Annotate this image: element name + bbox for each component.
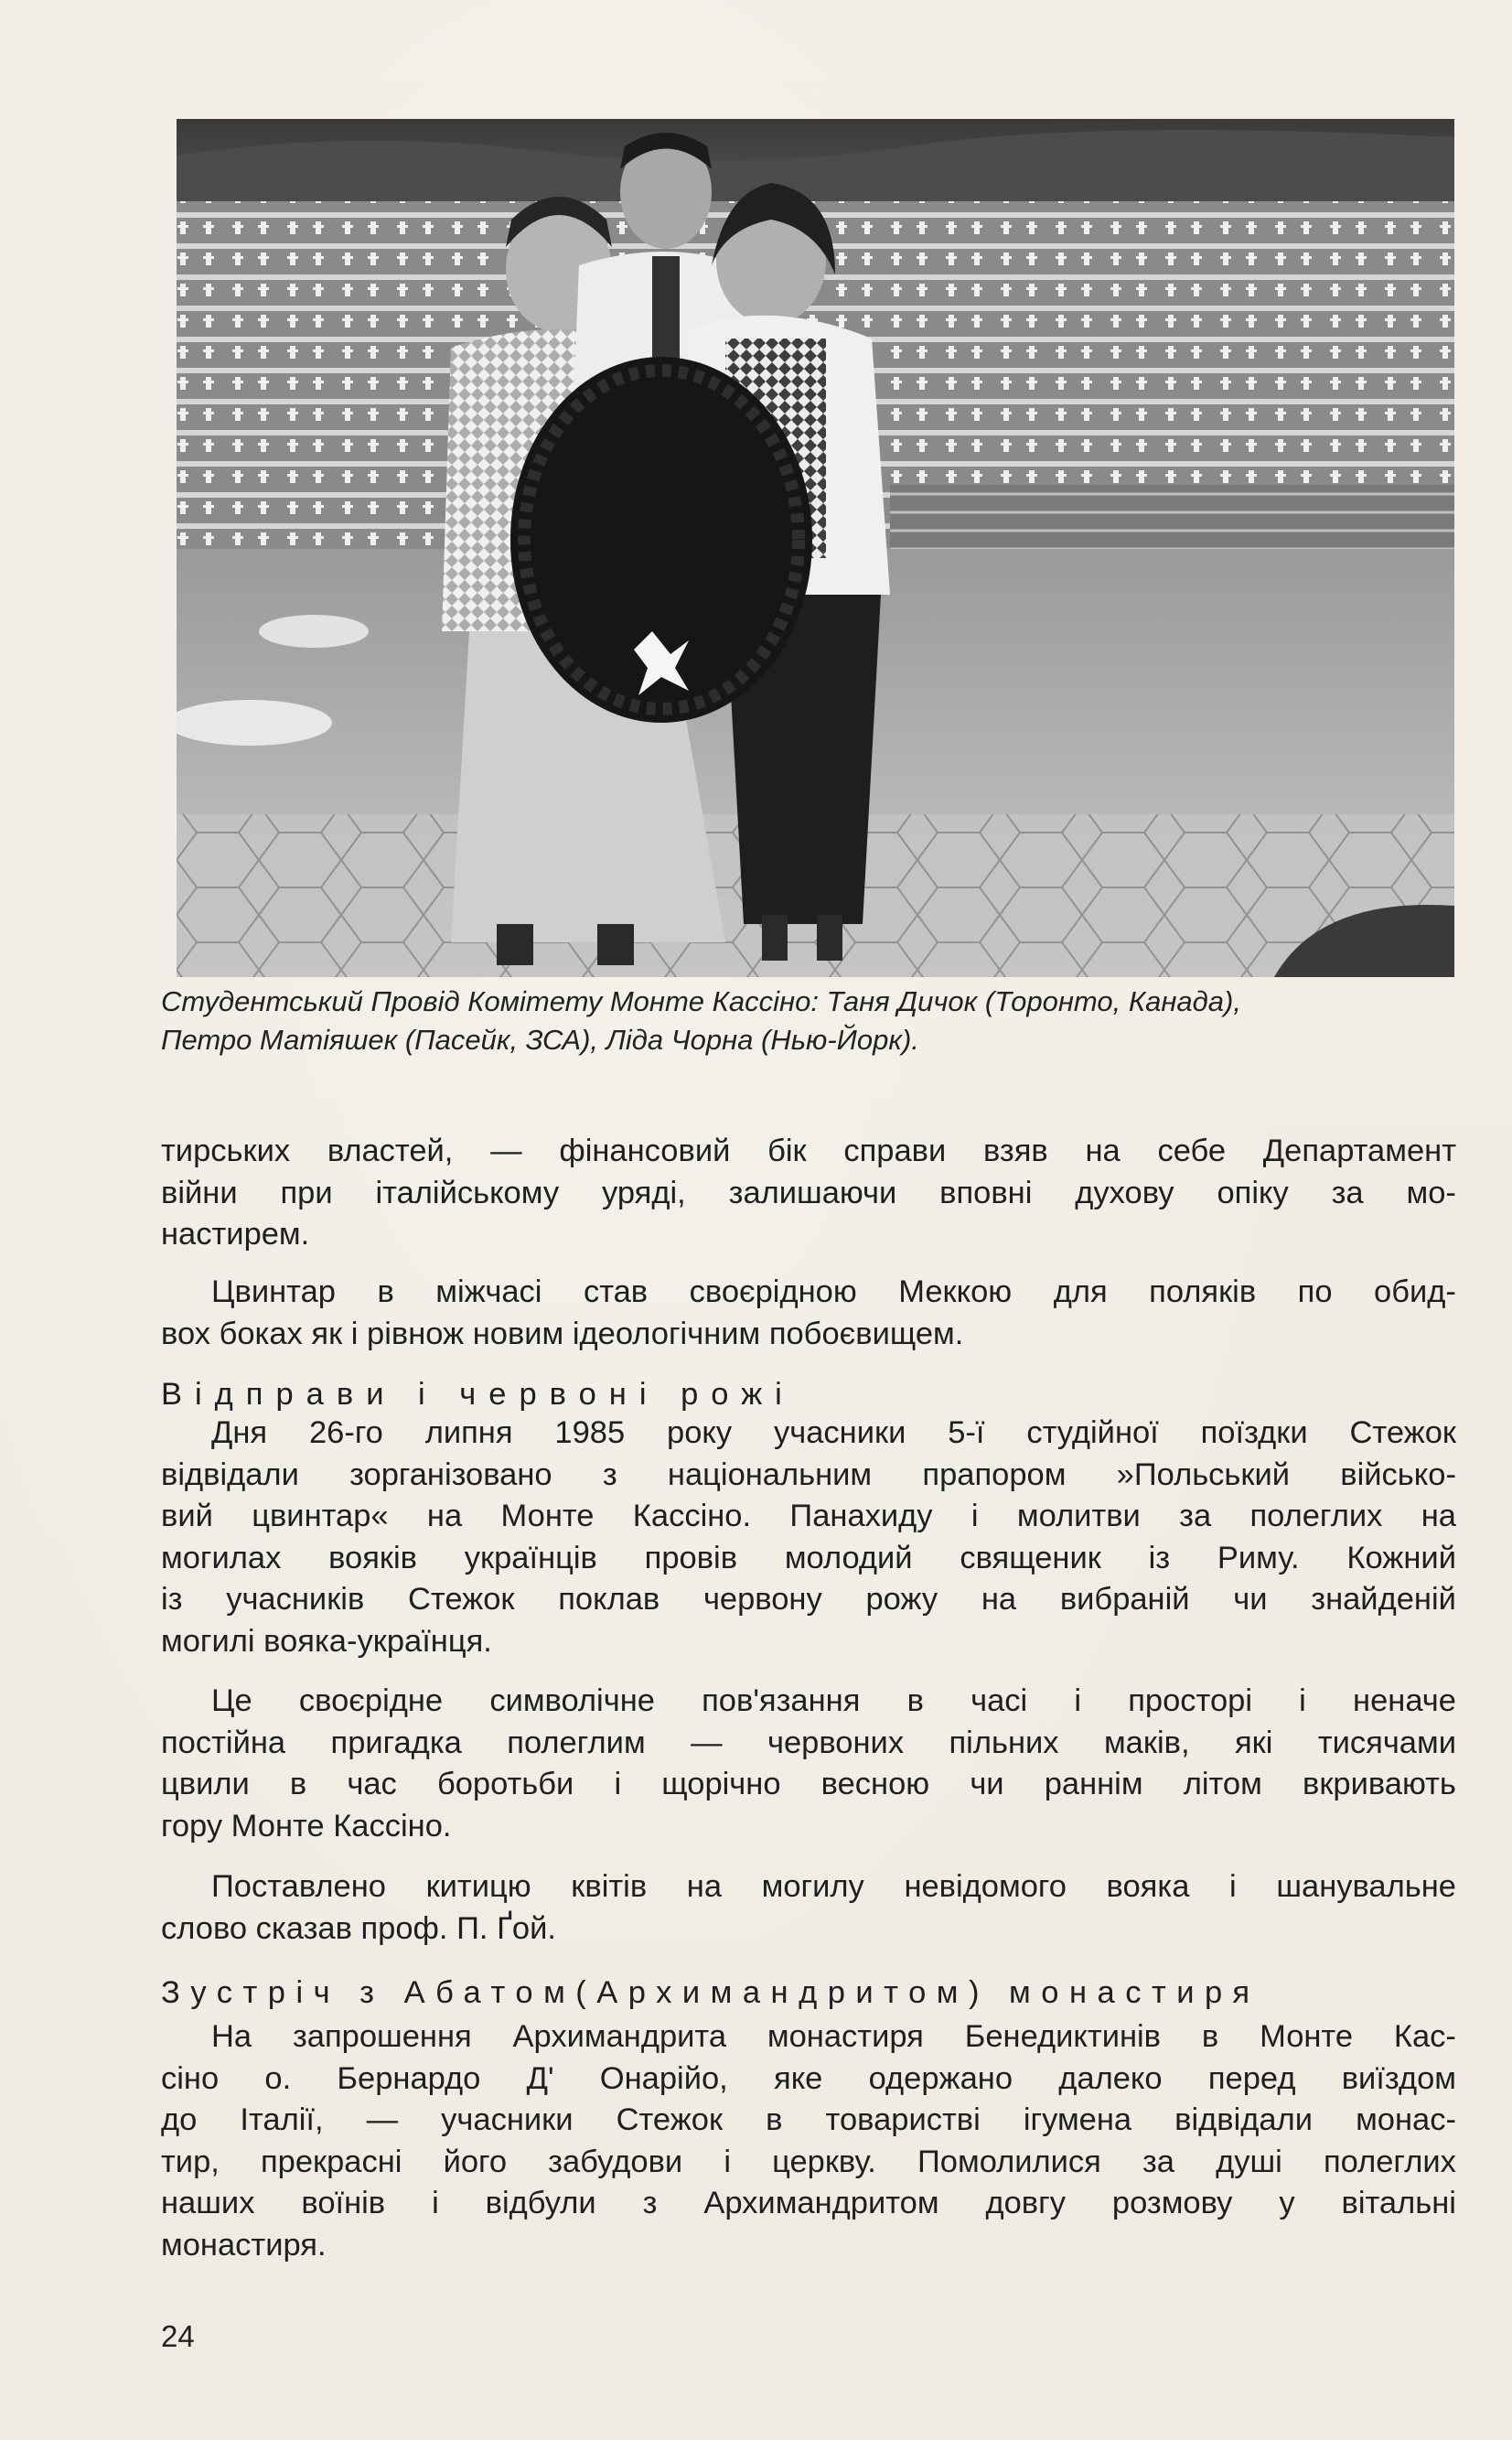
text-line: На запрошення Архимандрита монастиря Бенедиктинів в Монте Кас- (211, 2019, 1456, 2054)
paragraph-5 (161, 1866, 1456, 1950)
text-line: війни при італійському уряді, залишаючи вповні духову опіку за мо- (161, 1175, 1456, 1210)
wreath (510, 357, 812, 723)
memorial-photo (177, 119, 1454, 977)
paragraph-3 (161, 1413, 1456, 1662)
text-line: Це своєрідне символічне пов'язання в часі і просторі і неначе (211, 1683, 1456, 1718)
text-line: тирських властей, — фінансовий бік справи взяв на себе Департамент (161, 1134, 1456, 1168)
caption-line: Студентський Провід Комітету Монте Кассіно: Таня Дичок (Торонто, Канада), (161, 985, 1241, 1017)
page-number: 24 (161, 2319, 195, 2353)
section-heading-2: Зустріч з Абатом(Архимандритом) монастиря (161, 1975, 1260, 2010)
text-line: тир, прекрасні його забудови і церкву. Помолилися за душі полеглих (161, 2144, 1456, 2179)
text-line: Поставлено китицю квітів на могилу невідомого вояка і шанувальне (211, 1869, 1456, 1904)
section-heading-1: Відправи і червоні рожі (161, 1377, 795, 1412)
text-line: Цвинтар в міжчасі став своєрідною Меккою для поляків по обид- (211, 1274, 1456, 1309)
text-line: цвили в час боротьби і щорічно весною чи раннім літом вкривають (161, 1767, 1456, 1801)
text-line: гору Монте Кассіно. (161, 1808, 452, 1843)
caption-line: Петро Матіяшек (Пасейк, ЗСА), Ліда Чорна (Нью-Йорк). (161, 1024, 919, 1056)
text-line: могилах вояків українців провів молодий священик із Риму. Кожний (161, 1540, 1456, 1575)
text-line: Дня 26-го липня 1985 року учасники 5-ї студійної поїздки Стежок (211, 1415, 1456, 1450)
text-line: вий цвинтар« на Монте Кассіно. Панахиду і молитви за полеглих на (161, 1499, 1456, 1533)
paragraph-2 (161, 1272, 1456, 1355)
text-line: із учасників Стежок поклав червону рожу на вибраній чи знайденій (161, 1582, 1456, 1617)
paragraph-6 (161, 2016, 1456, 2266)
paragraph-4 (161, 1681, 1456, 1847)
text-line: слово сказав проф. П. Ґой. (161, 1910, 556, 1946)
text-line: могилі вояка-українця. (161, 1623, 492, 1659)
text-line: вох боках як і рівнож новим ідеологічним побоєвищем. (161, 1316, 964, 1351)
text-line: відвідали зорганізовано з національним прапором »Польський військо- (161, 1456, 1456, 1492)
photo-caption (161, 983, 1469, 1059)
text-line: монастиря. (161, 2227, 327, 2263)
text-line: до Італії, — учасники Стежок в товаристві ігумена відвідали монас- (161, 2102, 1456, 2137)
text-line: постійна пригадка полеглим — червоних пільних маків, які тисячами (161, 1725, 1456, 1760)
text-line: настирем. (161, 1217, 310, 1252)
text-line: сіно о. Бернардо Д' Онарійо, яке одержано далеко перед виїздом (161, 2060, 1456, 2096)
photo-illustration (177, 119, 1454, 977)
paragraph-1 (161, 1131, 1456, 1256)
text-line: наших воїнів і відбули з Архимандритом довгу розмову у вітальні (161, 2186, 1456, 2220)
